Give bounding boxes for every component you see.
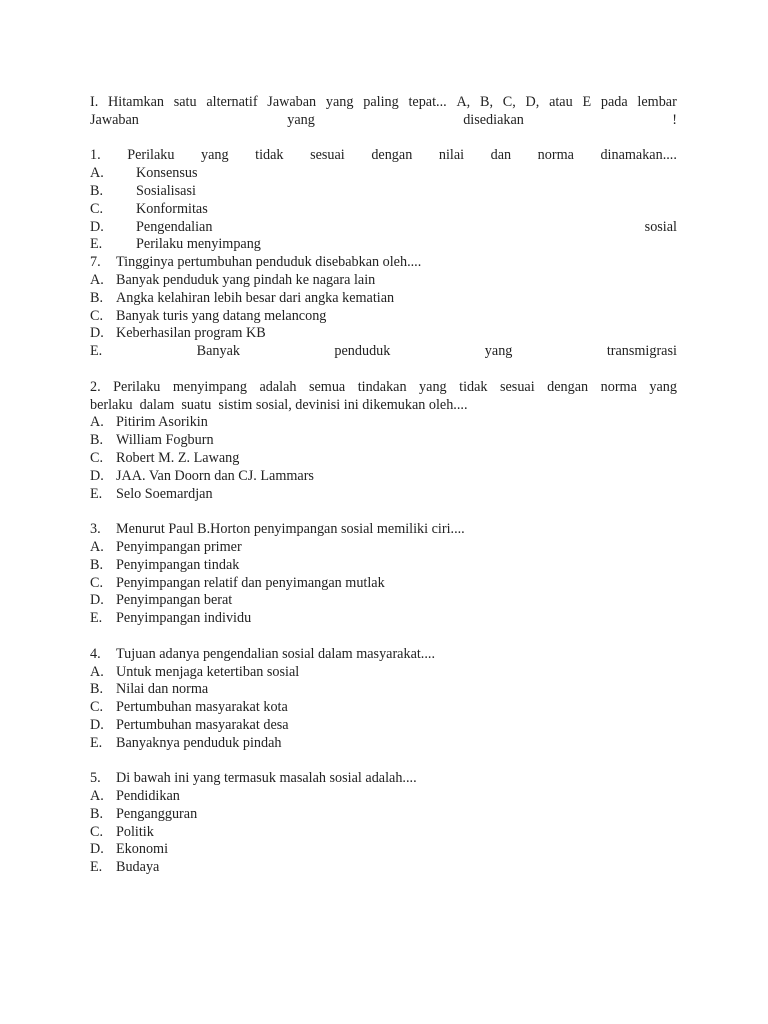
option-label: D. [90, 467, 104, 484]
question-word: menyimpang [172, 378, 247, 395]
question-text: Tingginya pertumbuhan penduduk disebabkan oleh.... [116, 254, 422, 271]
answer-option[interactable] [90, 788, 677, 806]
option-label: C. [90, 823, 104, 840]
question-2-stem-line-2: berlaku dalam suatu sistim sosial, devinisi ini dikemukan oleh.... [90, 396, 468, 413]
option-label: B. [90, 805, 104, 822]
question-word: semua [308, 378, 346, 395]
answer-option[interactable] [90, 575, 677, 593]
instruction-line-2 [90, 112, 677, 130]
spacer [90, 752, 677, 770]
option-text: Pertumbuhan masyarakat kota [116, 699, 288, 716]
answer-option[interactable] [90, 414, 677, 432]
option-word: transmigrasi [606, 343, 677, 360]
question-word: Perilaku [127, 147, 175, 164]
question-word: adalah [259, 378, 297, 395]
option-label: D. [90, 592, 104, 609]
option-text: Politik [116, 823, 154, 840]
answer-option[interactable] [90, 201, 677, 219]
question-3-stem [90, 521, 677, 539]
question-word: dan [490, 147, 512, 164]
spacer [90, 503, 677, 521]
option-label: E. [90, 485, 103, 502]
answer-option[interactable] [90, 450, 677, 468]
option-text: Ekonomi [116, 841, 169, 858]
question-1-stem [90, 147, 677, 165]
option-text: Penyimpangan individu [116, 610, 252, 627]
answer-option[interactable] [90, 272, 677, 290]
question-word: Perilaku [113, 378, 161, 395]
option-word: penduduk [334, 343, 391, 360]
option-text: Penyimpangan primer [116, 538, 242, 555]
option-text: Pengendalian [136, 218, 213, 235]
option-label: C. [90, 574, 104, 591]
question-word: yang [649, 378, 677, 395]
question-word: nilai [438, 147, 465, 164]
answer-option[interactable] [90, 859, 677, 877]
option-text: Pertumbuhan masyarakat desa [116, 716, 289, 733]
question-word: sesuai [310, 147, 345, 164]
option-label: A. [90, 663, 104, 680]
option-text: Nilai dan norma [116, 681, 209, 698]
option-label: E. [90, 859, 103, 876]
instruction-word: tepat... [408, 94, 447, 110]
option-text: Perilaku menyimpang [136, 236, 261, 253]
option-text: Pitirim Asorikin [116, 414, 208, 431]
option-text: Banyak turis yang datang melancong [116, 307, 327, 324]
option-text: Untuk menjaga ketertiban sosial [116, 663, 300, 680]
answer-option[interactable] [90, 735, 677, 753]
instruction-line-1 [90, 94, 677, 112]
option-label: A. [90, 788, 104, 805]
instruction-word: yang [287, 111, 315, 128]
option-label: B. [90, 289, 104, 306]
option-text: Pendidikan [116, 788, 180, 805]
instruction-word: C, [502, 94, 516, 110]
instruction-word: pada [600, 94, 628, 110]
answer-option[interactable] [90, 610, 677, 628]
option-label: C. [90, 307, 104, 324]
option-label: C. [90, 200, 104, 217]
question-text: Di bawah ini yang termasuk masalah sosial adalah.... [116, 770, 417, 787]
instruction-word: ! [672, 111, 677, 128]
answer-option[interactable] [90, 539, 677, 557]
option-label: C. [90, 449, 104, 466]
instruction-word: yang [325, 94, 354, 110]
question-word: yang [419, 378, 447, 395]
answer-option[interactable] [90, 236, 677, 254]
question-word: tindakan [357, 378, 407, 395]
question-number: 4. [90, 645, 101, 662]
instruction-word: Jawaban [90, 111, 139, 128]
answer-option[interactable] [90, 557, 677, 575]
question-word: tidak [255, 147, 284, 164]
spacer [90, 361, 677, 379]
question-2-stem-line-1 [90, 379, 677, 397]
option-text: William Fogburn [116, 432, 214, 449]
instruction-word: atau [549, 94, 573, 110]
option-text: Pengangguran [116, 805, 198, 822]
answer-option[interactable] [90, 219, 677, 237]
question-word: norma [537, 147, 574, 164]
question-text: Menurut Paul B.Horton penyimpangan sosial memiliki ciri.... [116, 521, 465, 538]
instruction-word: lembar [637, 94, 677, 110]
answer-option[interactable] [90, 841, 677, 859]
option-label: E. [90, 343, 103, 360]
instruction-number: I. [90, 94, 99, 110]
question-5-stem [90, 770, 677, 788]
instruction-word: satu [173, 94, 197, 110]
question-number: 2. [90, 378, 101, 395]
answer-option[interactable] [90, 664, 677, 682]
option-text: Penyimpangan berat [116, 592, 233, 609]
option-label: D. [90, 841, 104, 858]
question-7-stem [90, 254, 677, 272]
option-label: D. [90, 218, 104, 235]
option-label: A. [90, 165, 104, 182]
option-text: Sosialisasi [136, 182, 196, 199]
answer-option[interactable] [90, 290, 677, 308]
instruction-word: alternatif [206, 94, 258, 110]
option-label: B. [90, 681, 104, 698]
option-text: Selo Soemardjan [116, 485, 213, 502]
question-word: norma [600, 378, 637, 395]
spacer [90, 628, 677, 646]
question-word: dengan [371, 147, 413, 164]
instruction-word: Jawaban [267, 94, 317, 110]
answer-option[interactable] [90, 699, 677, 717]
question-4-stem [90, 646, 677, 664]
option-text: Robert M. Z. Lawang [116, 449, 240, 466]
option-word: Banyak [196, 343, 240, 360]
option-label: B. [90, 432, 104, 449]
option-label: A. [90, 271, 104, 288]
option-label: E. [90, 610, 103, 627]
question-number: 7. [90, 254, 101, 271]
option-text: Konformitas [136, 200, 208, 217]
option-text: Konsensus [136, 165, 198, 182]
document-content [90, 94, 677, 877]
answer-option[interactable] [90, 432, 677, 450]
option-text: Banyak penduduk yang pindah ke nagara lain [116, 271, 376, 288]
answer-option[interactable] [90, 806, 677, 824]
answer-option[interactable] [90, 486, 677, 504]
option-text: Penyimpangan relatif dan penyimangan mutlak [116, 574, 385, 591]
question-word: dengan [547, 378, 589, 395]
question-word: tidak [459, 378, 488, 395]
answer-option[interactable] [90, 717, 677, 735]
instruction-word: A, [456, 94, 471, 110]
option-text-tail: sosial [644, 218, 677, 235]
answer-option[interactable] [90, 681, 677, 699]
answer-option[interactable] [90, 468, 677, 486]
instruction-word: E [582, 94, 592, 110]
question-number: 3. [90, 521, 101, 538]
instruction-word: disediakan [463, 111, 524, 128]
option-label: A. [90, 414, 104, 431]
option-label: B. [90, 182, 104, 199]
option-text: Penyimpangan tindak [116, 556, 240, 573]
question-word: yang [201, 147, 229, 164]
option-word: yang [484, 343, 513, 360]
option-text: Angka kelahiran lebih besar dari angka kematian [116, 289, 395, 306]
answer-option[interactable] [90, 325, 677, 343]
option-text: Budaya [116, 859, 160, 876]
question-text: Tujuan adanya pengendalian sosial dalam masyarakat.... [116, 645, 435, 662]
answer-option[interactable] [90, 592, 677, 610]
instruction-word: Hitamkan [108, 94, 164, 110]
question-word: dinamakan.... [600, 147, 677, 164]
option-label: D. [90, 325, 104, 342]
option-label: D. [90, 716, 104, 733]
option-text: Banyaknya penduduk pindah [116, 734, 282, 751]
option-label: B. [90, 556, 104, 573]
question-word: sesuai [499, 378, 535, 395]
answer-option[interactable] [90, 308, 677, 326]
answer-option[interactable] [90, 183, 677, 201]
option-label: E. [90, 734, 103, 751]
instruction-word: paling [363, 94, 399, 110]
answer-option[interactable] [90, 824, 677, 842]
instruction-word: B, [479, 94, 493, 110]
instruction-word: D, [525, 94, 540, 110]
spacer [90, 130, 677, 148]
question-number: 1. [90, 147, 101, 164]
question-number: 5. [90, 770, 101, 787]
option-label: C. [90, 699, 104, 716]
answer-option[interactable] [90, 343, 677, 361]
option-text: JAA. Van Doorn dan CJ. Lammars [116, 467, 314, 484]
option-label: E. [90, 236, 103, 253]
option-label: A. [90, 538, 104, 555]
answer-option[interactable] [90, 165, 677, 183]
option-text: Keberhasilan program KB [116, 325, 266, 342]
